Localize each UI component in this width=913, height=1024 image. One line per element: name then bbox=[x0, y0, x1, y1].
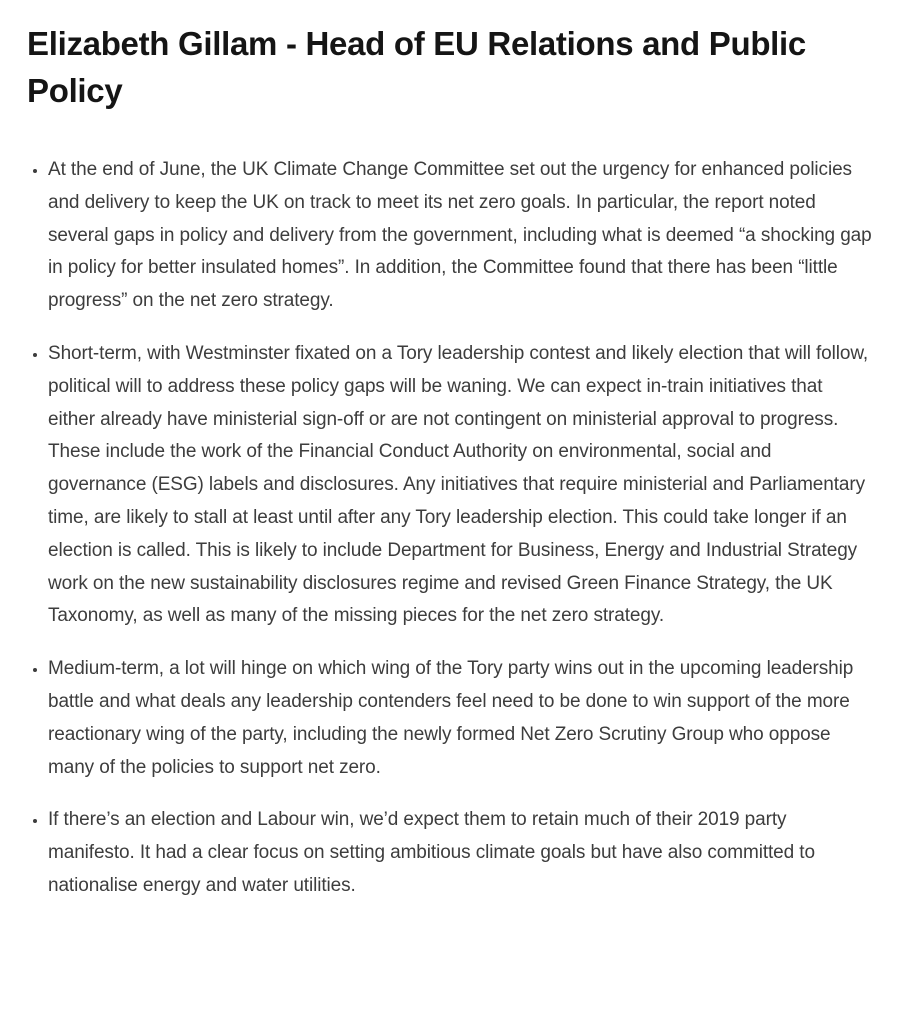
list-item: • At the end of June, the UK Climate Change Committee set out the urgency for enhanced policies and delivery to keep the UK on track to meet its net zero goals. In particular, the report noted several gaps in policy and delivery from the government, including what is deemed “a shocking gap in policy for better insulated homes”. In addition, the Committee found that there has been “little progress” on the net zero strategy. bbox=[48, 154, 872, 318]
page-title: Elizabeth Gillam - Head of EU Relations and Public Policy bbox=[27, 25, 806, 109]
list-item: • Short-term, with Westminster fixated on a Tory leadership contest and likely election that will follow, political will to address these policy gaps will be waning. We can expect in-train initiatives that either already have ministerial sign-off or are not contingent on ministerial approval to progress. These include the work of the Financial Conduct Authority on environmental, social and governance (ESG) labels and disclosures. Any initiatives that require ministerial and Parliamentary time, are likely to stall at least until after any Tory leadership election. This could take longer if an election is called. This is likely to include Department for Business, Energy and Industrial Strategy work on the new sustainability disclosures regime and revised Green Finance Strategy, the UK Taxonomy, as well as many of the missing pieces for the net zero strategy. bbox=[48, 338, 872, 633]
list-item: • Medium-term, a lot will hinge on which wing of the Tory party wins out in the upcoming leadership battle and what deals any leadership contenders feel need to be done to win support of the more reactionary wing of the party, including the newly formed Net Zero Scrutiny Group who oppose many of the policies to support net zero. bbox=[48, 653, 872, 784]
list-item: • If there’s an election and Labour win, we’d expect them to retain much of their 2019 party manifesto. It had a clear focus on setting ambitious climate goals but have also committed to nationalise energy and water utilities. bbox=[48, 804, 872, 902]
bullet-list bbox=[27, 154, 872, 903]
